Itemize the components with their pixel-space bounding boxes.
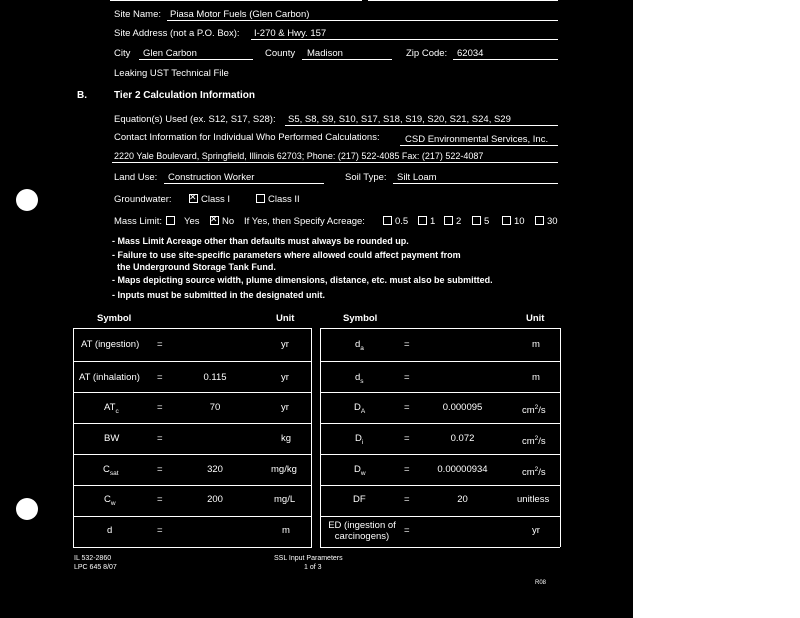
table-row-symbol: $AT_c$ [104,402,119,415]
city-line [139,59,253,60]
section-letter: B. [77,90,87,101]
table-row-eq: = [157,464,163,475]
acreage-label: If Yes, then Specify Acreage: [244,216,365,227]
contact-company[interactable]: CSD Environmental Services, Inc. [405,134,549,145]
table-row-unit: m [282,525,290,536]
equations-value[interactable]: S5, S8, S9, S10, S17, S18, S19, S20, S21, S24, S29 [288,114,511,125]
site-name-line [167,20,558,21]
table-row-value[interactable]: 200 [207,494,223,505]
contact-label: Contact Information for Individual Who Performed Calculations: [114,132,380,143]
table-row-value[interactable]: 0.000095 [442,402,483,413]
acreage-value: 5 [484,216,490,227]
checkbox-icon[interactable] [502,216,511,225]
acreage-option[interactable] [383,216,408,227]
hole-punch-top [16,189,38,211]
table-row-symbol: $d_a$ [355,339,364,352]
footer-page: 1 of 3 [304,564,322,571]
county-line [302,59,392,60]
acreage-option[interactable] [444,216,461,227]
table-row-line [320,423,560,424]
table-row-line [320,328,560,329]
table-row-eq: = [404,464,410,475]
site-name-value[interactable]: Piasa Motor Fuels (Glen Carbon) [170,9,310,20]
table-row-value[interactable]: 70 [209,402,221,413]
note-item: - Maps depicting source width, plume dimensions, distance, etc. must also be submitted. [112,275,493,285]
right-unit-header: Unit [526,313,545,324]
note-item: - Mass Limit Acreage other than defaults must always be rounded up. [112,236,409,246]
table-row-unit: m [532,372,540,383]
land-use-line [164,183,324,184]
land-use-value[interactable]: Construction Worker [168,172,255,183]
acreage-value: 1 [430,216,436,227]
table-row-symbol: $D_A$ [354,402,366,415]
table-row-line [73,485,312,486]
table-row-eq: = [157,525,163,536]
table-row-eq: = [157,339,163,350]
class2-option[interactable] [256,194,300,205]
leaking-ust-label: Leaking UST Technical File [114,68,229,79]
table-row-line [73,361,312,362]
table-row-unit: kg [281,433,292,444]
acreage-option[interactable] [418,216,435,227]
city-value[interactable]: Glen Carbon [143,48,197,59]
table-row-unit: yr [281,372,289,383]
checkbox-checked-icon[interactable] [210,216,219,225]
table-row-line [73,454,312,455]
site-address-label: Site Address (not a P.O. Box): [114,28,240,39]
acreage-option[interactable] [472,216,489,227]
footer-mark: R08 [535,580,547,586]
left-unit-header: Unit [276,313,295,324]
table-row-eq: = [404,372,410,383]
table-row-value[interactable]: 0.072 [450,433,475,444]
table-row-eq: = [157,433,163,444]
contact-address[interactable]: 2220 Yale Boulevard, Springfield, Illinois 62703; Phone: (217) 522-4085 Fax: (217) 522-4087 [114,151,484,161]
right-symbol-header: Symbol [343,313,378,324]
section-title: Tier 2 Calculation Information [114,90,255,101]
table-row-symbol: $C_w$ [104,494,116,507]
table-row-symbol: $D_w$ [354,464,366,477]
yes-label: Yes [184,216,200,227]
checkbox-icon[interactable] [444,216,453,225]
site-name-label: Site Name: [114,9,161,20]
class1-option[interactable] [189,194,230,205]
acreage-value: 0.5 [395,216,409,227]
acreage-option[interactable] [535,216,558,227]
table-row-symbol: ED (ingestion of carcinogens) [328,520,396,542]
table-row-symbol: BW [104,433,120,444]
table-row-line [73,392,312,393]
note-item: - Failure to use site-specific parameters where allowed could affect payment from [112,250,461,260]
table-row-line [320,392,560,393]
table-row-line [73,328,312,329]
table-row-eq: = [404,402,410,413]
land-use-label: Land Use: [114,172,158,183]
checkbox-icon[interactable] [166,216,175,225]
table-row-eq: = [404,339,410,350]
table-row-unit: mg/L [274,494,296,505]
table-row-symbol: AT (ingestion) [81,339,140,350]
acreage-value: 10 [514,216,525,227]
table-row-line [320,485,560,486]
site-address-line [251,39,558,40]
table-row-unit: yr [281,339,289,350]
equations-line [285,125,558,126]
table-row-line [73,547,312,548]
checkbox-checked-icon[interactable] [189,194,198,203]
footer-form-number: IL 532-2860 [74,555,112,562]
table-row-line [320,547,560,548]
mass-limit-yes[interactable] [166,216,200,227]
contact-company-line [400,145,558,146]
table-row-line [320,516,560,517]
city-label: City [114,48,131,59]
table-row-unit: $cm^2/s$ [522,466,546,479]
hole-punch-bottom [16,498,38,520]
mass-limit-no[interactable] [210,216,234,227]
table-row-eq: = [404,494,410,505]
table-row-symbol: $d_s$ [355,372,364,385]
mass-limit-label: Mass Limit: [114,216,163,227]
table-row-unit: yr [281,402,289,413]
left-symbol-header: Symbol [97,313,132,324]
table-row-eq: = [157,402,163,413]
table-row-line [320,454,560,455]
table-row-symbol: $C_{sat}$ [103,464,119,477]
footer-title: SSL Input Parameters [274,555,343,562]
top-edge-line-right [368,0,558,1]
checkbox-icon[interactable] [383,216,392,225]
table-row-value[interactable]: 20 [457,494,468,505]
soil-type-label: Soil Type: [345,172,387,183]
table-row-line [73,423,312,424]
table-row-symbol: d [107,525,113,536]
table-row-unit: $cm^2/s$ [522,435,546,448]
site-address-value[interactable]: I-270 & Hwy. 157 [254,28,327,39]
groundwater-label: Groundwater: [114,194,172,205]
zip-label: Zip Code: [406,48,448,59]
table-row-line [73,516,312,517]
no-label: No [222,216,235,227]
soil-type-line [393,183,558,184]
table-row-unit: unitless [517,494,550,505]
footer-lpc: LPC 645 8/07 [74,564,117,571]
acreage-option[interactable] [502,216,525,227]
table-row-unit: mg/kg [271,464,297,475]
class2-label: Class II [268,194,300,205]
county-value[interactable]: Madison [307,48,343,59]
table-row-eq: = [157,372,163,383]
table-row-symbol: $D_i$ [355,433,364,446]
zip-line [453,59,558,60]
class1-label: Class I [201,194,231,205]
county-label: County [265,48,296,59]
table-row-unit: yr [532,525,540,536]
soil-type-value[interactable]: Silt Loam [397,172,437,183]
note-item: the Underground Storage Tank Fund. [112,262,276,272]
table-row-unit: $cm^2/s$ [522,404,546,417]
table-row-eq: = [404,433,410,444]
checkbox-icon[interactable] [472,216,481,225]
checkbox-icon[interactable] [256,194,265,203]
table-row-symbol: DF [353,494,366,505]
note-item: - Inputs must be submitted in the designated unit. [112,290,326,300]
zip-value[interactable]: 62034 [457,48,484,59]
acreage-value: 2 [456,216,462,227]
top-edge-line [110,0,362,1]
checkbox-icon[interactable] [418,216,427,225]
table-right-border [560,328,561,547]
contact-address-line [112,162,558,163]
table-row-value[interactable]: 0.115 [203,372,227,383]
checkbox-icon[interactable] [535,216,544,225]
table-row-eq: = [157,494,163,505]
equations-label: Equation(s) Used (ex. S12, S17, S28): [114,114,276,125]
table-row-line [320,361,560,362]
table-row-value[interactable]: 0.00000934 [437,464,488,475]
table-row-value[interactable]: 320 [207,464,223,475]
table-row-unit: m [532,339,540,350]
acreage-value: 30 [547,216,558,227]
table-row-symbol: AT (inhalation) [79,372,140,383]
table-row-eq: = [404,525,410,536]
